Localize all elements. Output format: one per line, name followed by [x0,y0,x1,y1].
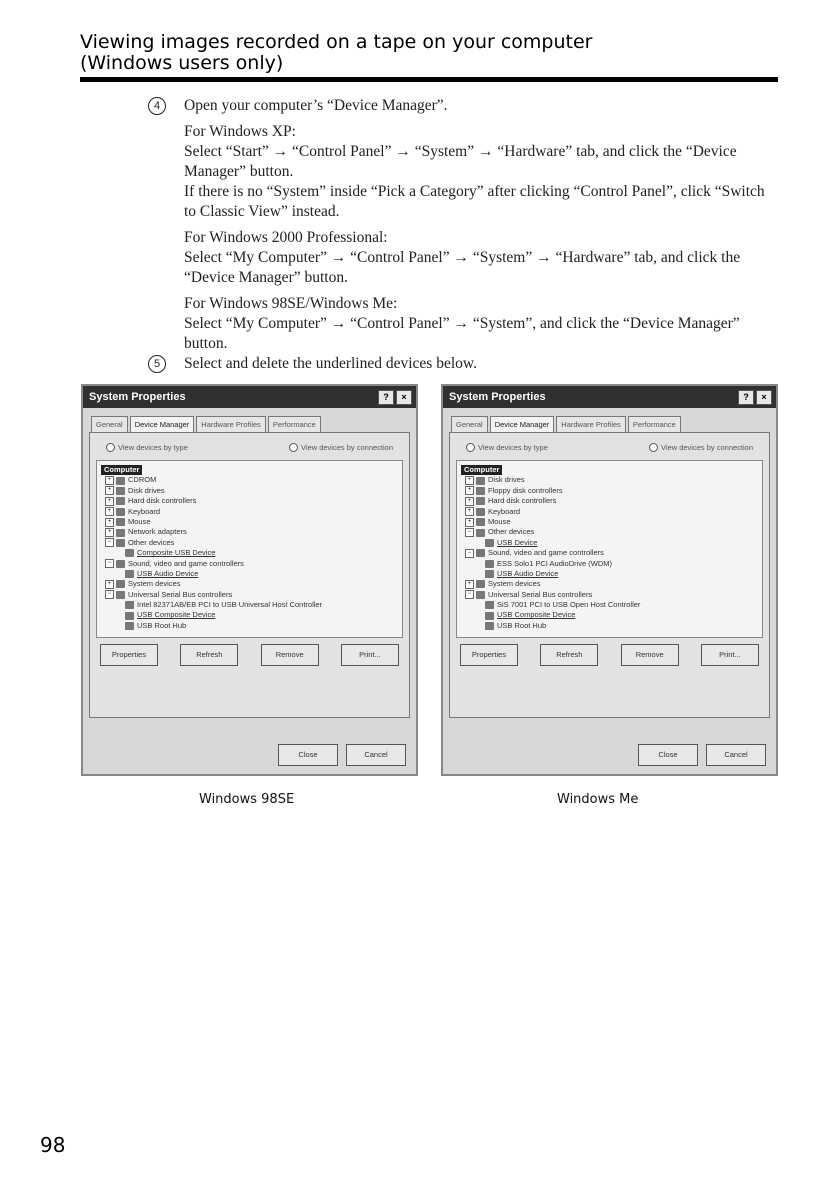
tree-node[interactable] [101,517,398,527]
device-icon [476,591,485,599]
header-subtitle: (Windows users only) [80,52,284,74]
expand-toggle-icon[interactable]: + [105,497,114,506]
tree-node[interactable] [101,579,398,589]
step-intro: Open your computer’s “Device Manager”. [184,97,448,114]
device-icon [476,518,485,526]
expand-toggle-icon[interactable]: − [465,549,474,558]
tree-node[interactable] [461,475,758,485]
device-icon [116,518,125,526]
window-titlebar [83,386,416,408]
tree-node[interactable] [101,621,398,631]
close-icon[interactable]: × [756,390,772,405]
device-icon [485,622,494,630]
dialog-buttons [638,744,766,766]
expand-toggle-icon[interactable]: − [465,590,474,599]
tree-node[interactable] [461,548,758,558]
tab-device-manager[interactable]: Device Manager [490,416,555,432]
expand-toggle-icon[interactable]: + [465,507,474,516]
instruction-line: Select “Start” → “Control Panel” → “System” → “Hardware” tab, and click the “Device Manager” button. [184,143,737,180]
tree-node[interactable] [461,527,758,537]
step-number-badge: 4 [148,97,166,115]
device-icon [476,497,485,505]
device-label: Intel 82371AB/EB PCI to USB Universal Host Controller [137,600,323,610]
win2000-instructions [184,228,778,288]
tree-node[interactable] [101,610,398,620]
remove-button[interactable]: Remove [261,644,319,666]
device-icon [125,549,134,557]
device-icon [116,477,125,485]
window-titlebar [443,386,776,408]
device-label: USB Root Hub [137,620,187,630]
tree-node[interactable] [461,610,758,620]
screenshot-winme [441,384,778,776]
page-header [80,32,780,74]
print-button[interactable]: Print... [701,644,759,666]
tab-performance[interactable]: Performance [628,416,681,432]
expand-toggle-icon[interactable]: − [105,559,114,568]
radio-button-icon [289,443,298,452]
dialog-buttons [278,744,406,766]
properties-button[interactable]: Properties [100,644,158,666]
device-label: Other devices [488,527,535,537]
os-heading: For Windows 2000 Professional: [184,229,388,246]
expand-toggle-icon[interactable]: + [465,476,474,485]
tree-node[interactable] [101,486,398,496]
view-mode-radios [456,439,763,456]
tree-node[interactable] [101,475,398,485]
help-icon[interactable]: ? [738,390,754,405]
device-label: Hard disk controllers [488,496,557,506]
tree-node[interactable] [461,579,758,589]
expand-toggle-icon[interactable]: + [105,476,114,485]
radio-view-by-connection[interactable] [289,443,393,452]
tree-node[interactable] [461,517,758,527]
device-icon [116,487,125,495]
tab-strip [443,408,776,432]
help-icon[interactable]: ? [378,390,394,405]
device-label: Universal Serial Bus controllers [488,589,593,599]
device-label: System devices [128,579,181,589]
instruction-line: Select “My Computer” → “Control Panel” → “System” → “Hardware” tab, and click the “Device Manager” button. [184,249,741,286]
device-label: ESS Solo1 PCI AudioDrive (WDM) [497,558,613,568]
device-tree [456,460,763,638]
device-icon [476,477,485,485]
device-label: Sound, video and game controllers [128,558,244,568]
device-icon [125,601,134,609]
tree-node[interactable] [461,507,758,517]
device-label: Computer [104,465,140,474]
device-action-buttons [96,638,403,666]
tree-node[interactable] [461,600,758,610]
tree-node[interactable] [101,569,398,579]
device-label: Other devices [128,537,175,547]
device-icon [116,539,125,547]
screenshots-area [0,384,824,807]
radio-view-by-type[interactable] [106,443,188,452]
expand-toggle-icon[interactable]: + [105,486,114,495]
os-heading: For Windows XP: [184,123,296,140]
device-action-buttons [456,638,763,666]
radio-view-by-type[interactable] [466,443,548,452]
expand-toggle-icon[interactable]: + [465,580,474,589]
device-label: USB Device [497,537,538,547]
caption-win98se: Windows 98SE [199,792,295,807]
tree-node[interactable] [461,559,758,569]
step-number-badge: 5 [148,355,166,373]
close-icon[interactable]: × [396,390,412,405]
radio-button-icon [466,443,475,452]
device-icon [476,529,485,537]
device-label: Keyboard [128,506,161,516]
tab-strip [83,408,416,432]
titlebar-buttons [378,390,412,405]
tree-node[interactable] [101,600,398,610]
device-label: USB Root Hub [497,620,547,630]
radio-label: View devices by type [478,443,548,452]
device-label: Disk drives [488,475,525,485]
tree-node[interactable] [461,621,758,631]
close-button[interactable]: Close [638,744,698,766]
device-icon [485,570,494,578]
device-icon [476,508,485,516]
radio-view-by-connection[interactable] [649,443,753,452]
device-icon [476,580,485,588]
cancel-button[interactable]: Cancel [706,744,766,766]
tab-hardware-profiles[interactable]: Hardware Profiles [196,416,266,432]
expand-toggle-icon[interactable]: + [465,518,474,527]
step-4 [148,96,778,354]
window-title: System Properties [449,391,546,403]
screenshot-win98se [81,384,418,776]
device-label: Hard disk controllers [128,496,197,506]
tab-hardware-profiles[interactable]: Hardware Profiles [556,416,626,432]
device-label: Mouse [488,516,511,526]
tree-node[interactable] [101,465,142,475]
instruction-steps [148,96,778,374]
expand-toggle-icon[interactable]: + [105,528,114,537]
device-label: CDROM [128,475,157,485]
device-label: Keyboard [488,506,521,516]
expand-toggle-icon[interactable]: + [465,486,474,495]
device-icon [116,580,125,588]
device-label: Computer [464,465,500,474]
radio-label: View devices by connection [661,443,753,452]
device-label: USB Audio Device [497,568,559,578]
expand-toggle-icon[interactable]: − [105,538,114,547]
step-intro: Select and delete the underlined devices below. [184,355,477,372]
window-title: System Properties [89,391,186,403]
device-icon [125,612,134,620]
device-icon [116,529,125,537]
device-label: Composite USB Device [137,548,216,558]
device-label: Disk drives [128,485,165,495]
tree-node[interactable] [101,507,398,517]
page-number: 98 [40,1133,66,1157]
expand-toggle-icon[interactable]: − [465,528,474,537]
device-icon [116,508,125,516]
device-label: USB Composite Device [497,610,576,620]
device-icon [485,612,494,620]
device-label: Universal Serial Bus controllers [128,589,233,599]
instruction-line: Select “My Computer” → “Control Panel” → “System”, and click the “Device Manager” button. [184,315,740,352]
tree-node[interactable] [461,538,758,548]
device-icon [476,549,485,557]
expand-toggle-icon[interactable]: + [105,580,114,589]
os-heading: For Windows 98SE/Windows Me: [184,295,398,312]
print-button[interactable]: Print... [341,644,399,666]
refresh-button[interactable]: Refresh [540,644,598,666]
titlebar-buttons [738,390,772,405]
device-label: Sound, video and game controllers [488,548,604,558]
expand-toggle-icon[interactable]: + [105,507,114,516]
radio-button-icon [106,443,115,452]
tree-node[interactable] [101,548,398,558]
device-icon [485,560,494,568]
device-manager-panel [449,432,770,718]
expand-toggle-icon[interactable]: − [105,590,114,599]
device-label: System devices [488,579,541,589]
tab-device-manager[interactable]: Device Manager [130,416,195,432]
device-manager-panel [89,432,410,718]
properties-button[interactable]: Properties [460,644,518,666]
tree-node[interactable] [101,496,398,506]
radio-label: View devices by type [118,443,188,452]
remove-button[interactable]: Remove [621,644,679,666]
device-icon [116,497,125,505]
device-icon [125,622,134,630]
tree-node[interactable] [461,486,758,496]
header-rule [80,77,778,82]
close-button[interactable]: Close [278,744,338,766]
tab-general[interactable]: General [451,416,488,432]
device-label: USB Composite Device [137,610,216,620]
header-title: Viewing images recorded on a tape on your computer [80,31,593,53]
refresh-button[interactable]: Refresh [180,644,238,666]
device-label: USB Audio Device [137,568,199,578]
radio-button-icon [649,443,658,452]
device-icon [125,570,134,578]
expand-toggle-icon[interactable]: + [465,497,474,506]
step-5 [148,354,778,374]
device-icon [116,560,125,568]
device-icon [116,591,125,599]
device-tree [96,460,403,638]
instruction-line: If there is no “System” inside “Pick a Category” after clicking “Control Panel”, click “Switch to Classic View” instead. [184,183,765,220]
tree-node[interactable] [101,538,398,548]
device-icon [476,487,485,495]
tree-node[interactable] [101,559,398,569]
device-label: Floppy disk controllers [488,485,563,495]
tree-node[interactable] [461,590,758,600]
win98-me-instructions [184,294,778,354]
device-label: SiS 7001 PCI to USB Open Host Controller [497,600,641,610]
tree-node[interactable] [101,590,398,600]
cancel-button[interactable]: Cancel [346,744,406,766]
device-icon [485,601,494,609]
caption-winme: Windows Me [557,792,639,807]
xp-instructions [184,122,778,222]
device-label: Mouse [128,516,151,526]
tree-node[interactable] [101,527,398,537]
tab-general[interactable]: General [91,416,128,432]
expand-toggle-icon[interactable]: + [105,518,114,527]
tree-node[interactable] [461,569,758,579]
tab-performance[interactable]: Performance [268,416,321,432]
tree-node[interactable] [461,465,502,475]
tree-node[interactable] [461,496,758,506]
radio-label: View devices by connection [301,443,393,452]
device-label: Network adapters [128,527,187,537]
device-icon [485,539,494,547]
view-mode-radios [96,439,403,456]
